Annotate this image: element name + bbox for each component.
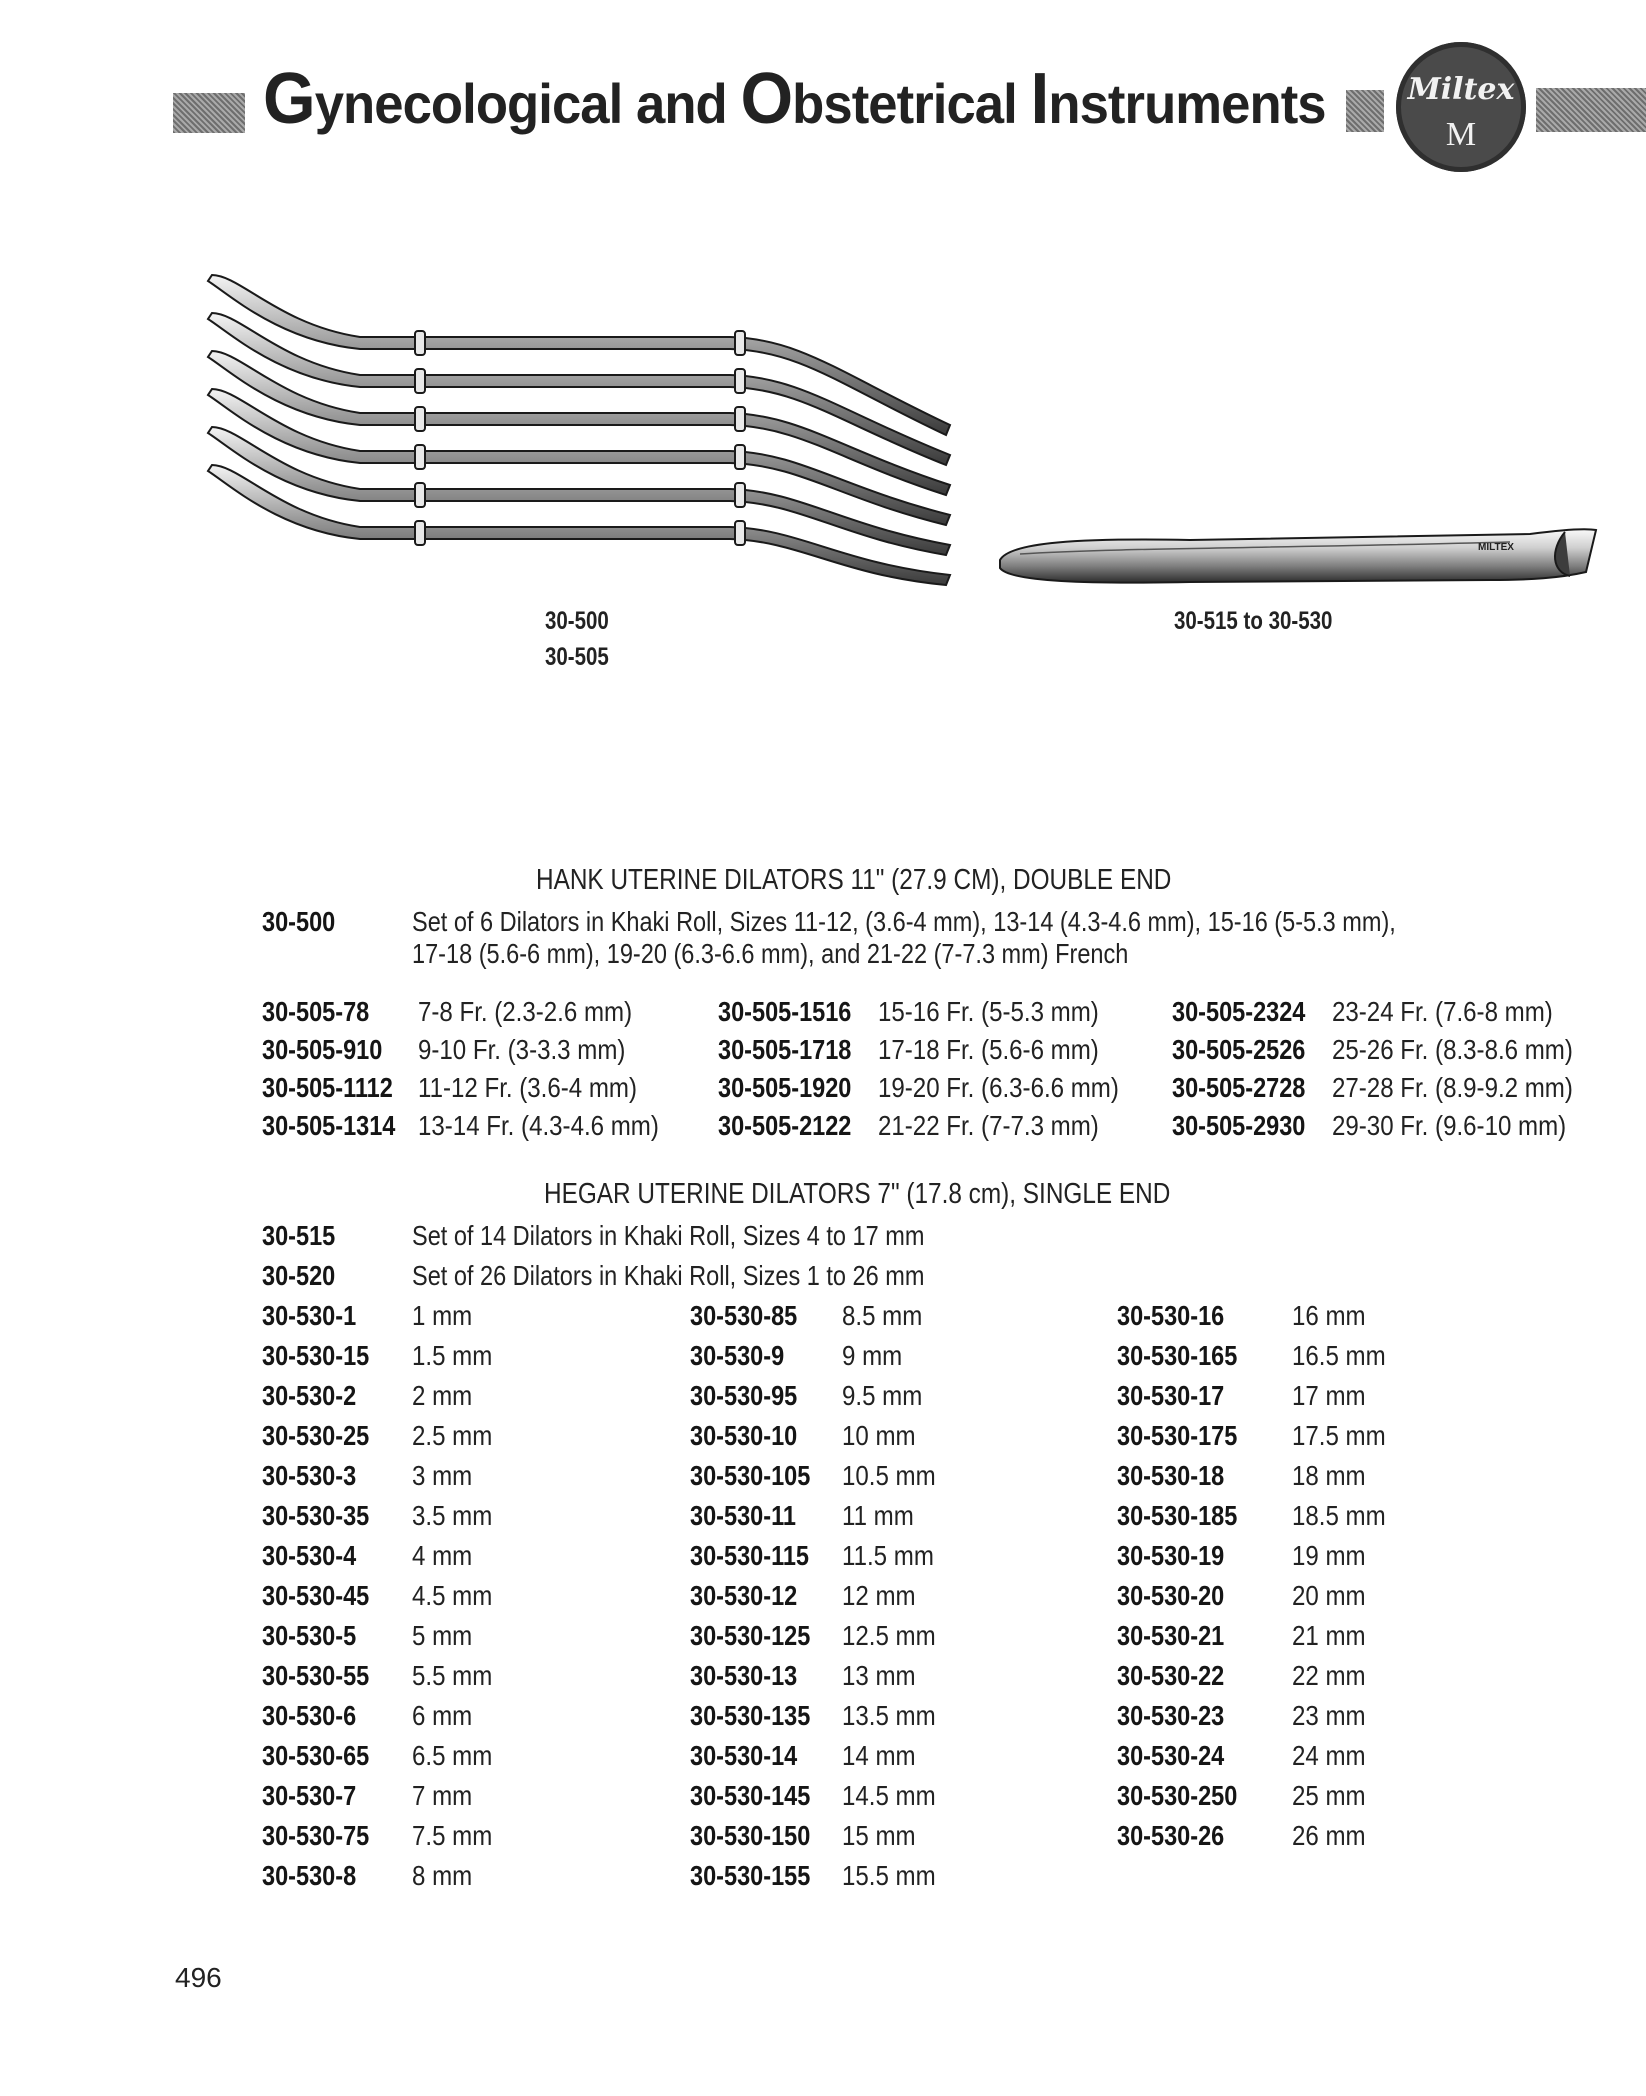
caption-30-505: 30-505 [545, 643, 609, 671]
hegar-dilator-item-size: 25 mm [1292, 1780, 1366, 1811]
header-left-bar [173, 93, 245, 133]
hegar-dilator-item-code: 30-530-12 [690, 1580, 798, 1611]
hank-dilator-collar [415, 445, 425, 469]
hegar-dilator-item-code: 30-530-23 [1117, 1700, 1225, 1731]
hegar-dilator-item-size: 5 mm [412, 1620, 473, 1651]
hegar-dilator-item-size: 10.5 mm [842, 1460, 936, 1491]
hank-dilators-illustration [200, 265, 970, 635]
hank-dilator-collar [735, 369, 745, 393]
hegar-dilator-item-code: 30-530-11 [690, 1500, 796, 1531]
hegar-dilator-item-code: 30-530-115 [690, 1540, 810, 1571]
hegar-dilator-item-code: 30-530-5 [262, 1620, 357, 1651]
hank-dilator-collar [415, 369, 425, 393]
hegar-dilator-item-code: 30-530-3 [262, 1460, 357, 1491]
hegar-dilator-item-size: 18 mm [1292, 1460, 1366, 1491]
hegar-dilator-item-size: 5.5 mm [412, 1660, 493, 1691]
hegar-section-title: HEGAR UTERINE DILATORS 7" (17.8 cm), SINGLE END [544, 1178, 1171, 1210]
hegar-dilator-item-size: 2.5 mm [412, 1420, 493, 1451]
hank-dilator-collar [735, 483, 745, 507]
hegar-dilator-item-code: 30-530-22 [1117, 1660, 1225, 1691]
hank-dilator-item-code: 30-505-78 [262, 996, 370, 1027]
hegar-dilator-item-size: 16 mm [1292, 1300, 1366, 1331]
hank-dilator-collar [735, 331, 745, 355]
hegar-dilator-item-code: 30-530-85 [690, 1300, 798, 1331]
hegar-dilator-item-code: 30-530-65 [262, 1740, 370, 1771]
hegar-dilator-item-size: 11 mm [842, 1500, 914, 1531]
hegar-dilator-item-size: 12.5 mm [842, 1620, 936, 1651]
hegar-dilator-item-code: 30-530-15 [262, 1340, 370, 1371]
hegar-dilator-item-size: 6 mm [412, 1700, 473, 1731]
title-part-1 [263, 59, 741, 139]
hegar-set-description-14: Set of 14 Dilators in Khaki Roll, Sizes 4 to 17 mm [412, 1220, 925, 1251]
hegar-dilator-item-code: 30-530-26 [1117, 1820, 1225, 1851]
hegar-dilator-item-code: 30-530-35 [262, 1500, 370, 1531]
header-right-bar [1536, 88, 1646, 132]
hegar-dilator-item-code: 30-530-175 [1117, 1420, 1238, 1451]
hegar-set-code-26: 30-520 [262, 1260, 336, 1291]
hegar-dilator-item-code: 30-530-24 [1117, 1740, 1225, 1771]
hank-dilator-item-code: 30-505-1920 [718, 1072, 852, 1103]
hank-dilator-item-code: 30-505-1314 [262, 1110, 396, 1141]
hegar-dilator-item-size: 24 mm [1292, 1740, 1366, 1771]
hegar-dilator-item-code: 30-530-10 [690, 1420, 798, 1451]
title-part-3 [1030, 59, 1326, 139]
hank-dilator-item-code: 30-505-2930 [1172, 1110, 1306, 1141]
hank-dilator-item-code: 30-505-2324 [1172, 996, 1306, 1027]
hank-dilator-item-code: 30-505-2728 [1172, 1072, 1306, 1103]
hegar-dilator-item-size: 4 mm [412, 1540, 473, 1571]
hegar-dilator-item-size: 16.5 mm [1292, 1340, 1386, 1371]
hank-dilator-collar [415, 331, 425, 355]
hank-dilator-item-size: 27-28 Fr. (8.9-9.2 mm) [1332, 1072, 1573, 1103]
hegar-dilator-item-size: 21 mm [1292, 1620, 1366, 1651]
hegar-dilator-item-code: 30-530-185 [1117, 1500, 1238, 1531]
hegar-dilator-item-code: 30-530-16 [1117, 1300, 1225, 1331]
hegar-dilator-item-size: 20 mm [1292, 1580, 1366, 1611]
caption-30-500: 30-500 [545, 607, 609, 635]
hegar-dilator-item-code: 30-530-150 [690, 1820, 811, 1851]
hank-set-description-line-1: Set of 6 Dilators in Khaki Roll, Sizes 11-12, (3.6-4 mm), 13-14 (4.3-4.6 mm), 15-16 (5-5.3 mm), [412, 906, 1396, 937]
logo-letter: M [1445, 116, 1477, 153]
hank-dilator-collar [735, 407, 745, 431]
caption-30-515-to-30-530: 30-515 to 30-530 [1174, 607, 1333, 635]
hegar-dilator-item-code: 30-530-6 [262, 1700, 357, 1731]
title-part-2 [740, 59, 1031, 139]
hegar-dilator-item-size: 15.5 mm [842, 1860, 936, 1891]
miltex-logo [1396, 42, 1526, 172]
title-text-2: bstetrical [792, 72, 1031, 135]
hank-dilator-collar [735, 521, 745, 545]
hank-dilator-collar [415, 521, 425, 545]
hegar-dilator-item-code: 30-530-250 [1117, 1780, 1238, 1811]
title-initial-o: O [740, 59, 793, 139]
title-initial-i: I [1030, 59, 1049, 139]
hank-dilator-item-size: 25-26 Fr. (8.3-8.6 mm) [1332, 1034, 1573, 1065]
hank-dilator-collar [735, 445, 745, 469]
hegar-set-code-14: 30-515 [262, 1220, 336, 1251]
hegar-dilator-item-code: 30-530-25 [262, 1420, 370, 1451]
hegar-dilator-item-size: 14.5 mm [842, 1780, 936, 1811]
hegar-dilator-item-code: 30-530-13 [690, 1660, 798, 1691]
hank-dilator-item-code: 30-505-1516 [718, 996, 852, 1027]
hank-dilator-item-size: 11-12 Fr. (3.6-4 mm) [418, 1072, 638, 1103]
hegar-dilator-item-size: 3 mm [412, 1460, 473, 1491]
hank-dilator-item-size: 17-18 Fr. (5.6-6 mm) [878, 1034, 1099, 1065]
hegar-dilator-item-size: 23 mm [1292, 1700, 1366, 1731]
hegar-dilator-item-size: 17 mm [1292, 1380, 1366, 1411]
hank-dilator-item-size: 29-30 Fr. (9.6-10 mm) [1332, 1110, 1567, 1141]
hegar-dilator-item-size: 9 mm [842, 1340, 903, 1371]
hank-dilator-item-code: 30-505-1718 [718, 1034, 852, 1065]
hegar-dilator-item-code: 30-530-155 [690, 1860, 811, 1891]
hegar-dilator-item-code: 30-530-1 [262, 1300, 357, 1331]
hegar-dilator-item-size: 19 mm [1292, 1540, 1366, 1571]
hegar-dilator-item-size: 26 mm [1292, 1820, 1366, 1851]
hegar-dilator-item-code: 30-530-95 [690, 1380, 798, 1411]
hegar-set-description-26: Set of 26 Dilators in Khaki Roll, Sizes 1 to 26 mm [412, 1260, 925, 1291]
hegar-dilator-item-code: 30-530-2 [262, 1380, 357, 1411]
hank-set-description-line-2: 17-18 (5.6-6 mm), 19-20 (6.3-6.6 mm), and 21-22 (7-7.3 mm) French [412, 938, 1129, 969]
hank-dilator-item-size: 21-22 Fr. (7-7.3 mm) [878, 1110, 1099, 1141]
hegar-dilator-item-code: 30-530-55 [262, 1660, 370, 1691]
hank-dilator-collar [415, 407, 425, 431]
hegar-dilator-item-size: 1.5 mm [412, 1340, 493, 1371]
page-number: 496 [175, 1962, 222, 1993]
hegar-dilator-item-code: 30-530-165 [1117, 1340, 1238, 1371]
hank-dilator-item-size: 15-16 Fr. (5-5.3 mm) [878, 996, 1099, 1027]
hegar-dilator-item-code: 30-530-17 [1117, 1380, 1225, 1411]
hegar-dilator-item-code: 30-530-105 [690, 1460, 811, 1491]
hegar-dilator-item-code: 30-530-135 [690, 1700, 811, 1731]
hegar-dilator-item-size: 9.5 mm [842, 1380, 923, 1411]
hank-dilator-item-size: 23-24 Fr. (7.6-8 mm) [1332, 996, 1553, 1027]
hegar-dilator-item-size: 22 mm [1292, 1660, 1366, 1691]
hegar-dilator-item-size: 18.5 mm [1292, 1500, 1386, 1531]
hegar-dilator-item-code: 30-530-8 [262, 1860, 357, 1891]
hegar-dilator-item-size: 17.5 mm [1292, 1420, 1386, 1451]
hegar-dilator-item-size: 2 mm [412, 1380, 473, 1411]
hank-dilator-item-code: 30-505-910 [262, 1034, 383, 1065]
hegar-dilator-item-size: 14 mm [842, 1740, 916, 1771]
hank-dilator-item-code: 30-505-2122 [718, 1110, 852, 1141]
instrument-brand-mark: MILTEX [1478, 542, 1514, 553]
page-title [263, 58, 1326, 140]
hank-dilator-item-code: 30-505-2526 [1172, 1034, 1306, 1065]
title-initial-g: G [263, 59, 315, 139]
hegar-dilator-item-code: 30-530-20 [1117, 1580, 1225, 1611]
hegar-dilator-item-code: 30-530-125 [690, 1620, 811, 1651]
hegar-dilator-item-code: 30-530-45 [262, 1580, 370, 1611]
hank-section-title: HANK UTERINE DILATORS 11" (27.9 CM), DOUBLE END [536, 864, 1172, 896]
title-text-3: nstruments [1048, 72, 1326, 135]
hank-dilator-item-size: 9-10 Fr. (3-3.3 mm) [418, 1034, 626, 1065]
hegar-dilator-item-size: 8.5 mm [842, 1300, 923, 1331]
hegar-dilator-item-size: 6.5 mm [412, 1740, 493, 1771]
hegar-dilator-item-size: 10 mm [842, 1420, 916, 1451]
hank-set-code: 30-500 [262, 906, 336, 937]
hank-dilator-item-size: 13-14 Fr. (4.3-4.6 mm) [418, 1110, 659, 1141]
hegar-dilator-item-size: 3.5 mm [412, 1500, 493, 1531]
hegar-dilator-item-code: 30-530-21 [1117, 1620, 1225, 1651]
hegar-dilator-item-size: 12 mm [842, 1580, 916, 1611]
hegar-dilator-item-size: 7 mm [412, 1780, 473, 1811]
hegar-dilator-item-code: 30-530-4 [262, 1540, 357, 1571]
hank-dilator-item-code: 30-505-1112 [262, 1072, 393, 1103]
hank-dilator-item-size: 7-8 Fr. (2.3-2.6 mm) [418, 996, 633, 1027]
title-text-1: ynecological and [314, 72, 741, 135]
hegar-dilator-item-code: 30-530-9 [690, 1340, 785, 1371]
hank-dilator-item-size: 19-20 Fr. (6.3-6.6 mm) [878, 1072, 1119, 1103]
hegar-dilator-item-size: 7.5 mm [412, 1820, 493, 1851]
hegar-dilator-item-size: 13.5 mm [842, 1700, 936, 1731]
header-mid-block [1346, 90, 1384, 132]
hegar-dilator-item-code: 30-530-75 [262, 1820, 370, 1851]
hegar-dilator-item-code: 30-530-7 [262, 1780, 357, 1811]
logo-script-text: Miltex [1407, 72, 1515, 107]
hegar-dilator-item-size: 8 mm [412, 1860, 473, 1891]
hegar-dilator-item-size: 1 mm [412, 1300, 473, 1331]
hegar-dilator-item-code: 30-530-19 [1117, 1540, 1225, 1571]
hegar-dilator-item-code: 30-530-145 [690, 1780, 811, 1811]
hegar-dilator-item-size: 13 mm [842, 1660, 916, 1691]
hegar-dilator-item-code: 30-530-14 [690, 1740, 798, 1771]
hegar-dilator-item-size: 15 mm [842, 1820, 916, 1851]
hank-dilator-collar [415, 483, 425, 507]
hegar-dilator-illustration [990, 520, 1605, 610]
hegar-dilator-item-size: 11.5 mm [842, 1540, 934, 1571]
hegar-dilator-item-size: 4.5 mm [412, 1580, 493, 1611]
hegar-dilator-item-code: 30-530-18 [1117, 1460, 1225, 1491]
